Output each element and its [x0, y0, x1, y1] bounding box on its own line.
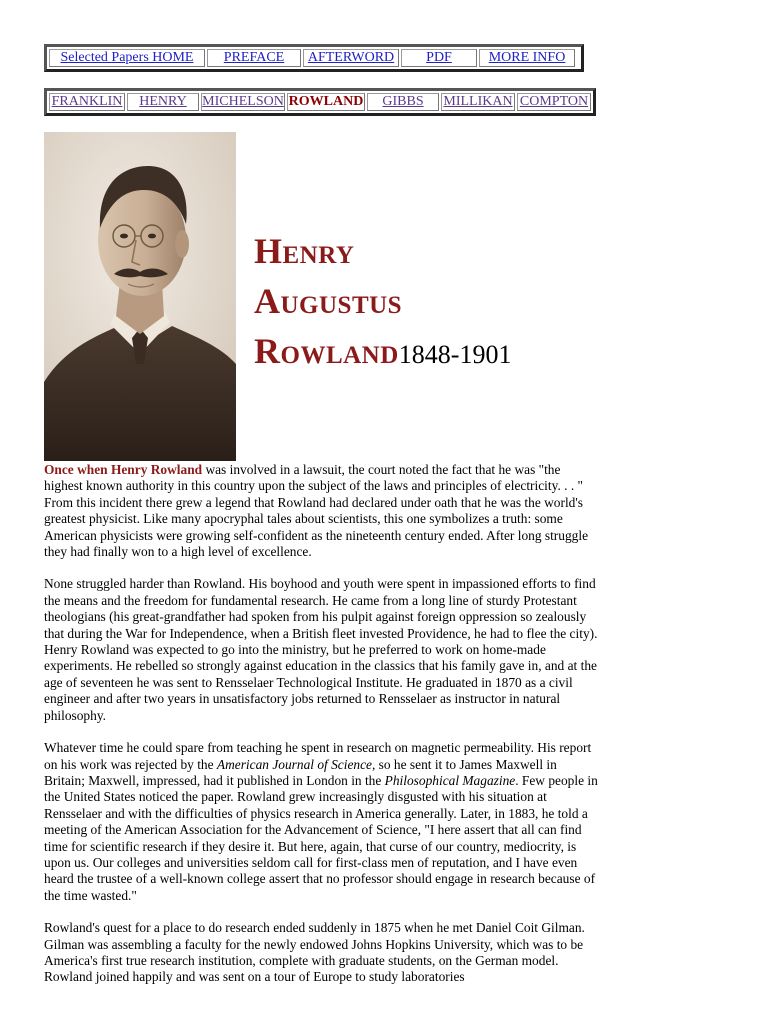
- journal-title-philmag: Philosophical Magazine: [384, 772, 516, 788]
- nav-current-rowland: ROWLAND: [288, 94, 364, 109]
- paragraph-4: Rowland's quest for a place to do research ended suddenly in 1875 when he met Daniel Coit Gilman. Gilman was assembling a faculty for the newly endowed Johns Hopkins University, which was to be America's first true research institution, complete with graduate students, on the German model. Rowland joined happily and was sent on a tour of Europe to study laboratories: [44, 920, 585, 985]
- lead-phrase: Once when Henry Rowland: [44, 462, 203, 477]
- main-navigation: [44, 44, 584, 72]
- nav-cell-michelson: [201, 93, 285, 111]
- nav-cell-compton: [517, 93, 591, 111]
- title-last-name-line: [254, 326, 654, 380]
- nav-cell-home: [49, 49, 205, 67]
- nav-cell-franklin: [49, 93, 125, 111]
- paragraph-1: [44, 462, 600, 560]
- page-title: [254, 226, 654, 380]
- nav-cell-preface: [207, 49, 301, 67]
- nav-cell-henry: [127, 93, 199, 111]
- title-middle-name: Augustus: [254, 281, 403, 321]
- nav-cell-gibbs: [367, 93, 439, 111]
- paragraph-3-text-a: Whatever time he could spare from teaching he spent in research on magnetic permeability. His report on his work was rejected by the: [44, 740, 592, 772]
- paragraph-1-text: was involved in a lawsuit, the court noted the fact that he was "the highest known authority in this country upon the subject of the laws and principles of electricity. . . " From this incident there grew a legend that Rowland had declared under oath that he was the world's greatest physicist. Like many apocryphal tales about scientists, this one symbolizes a truth: some American physicists were growing self-confident as the nineteenth century ended. After long struggle they had finally won to a high level of excellence.: [44, 462, 589, 560]
- paragraph-3-text-c: . Few people in the United States noticed the paper. Rowland grew increasingly disgusted with his situation at Rensselaer and with the difficulties of physics research in America generally. Later, in 1883, he told a meeting of the American Association for the Advancement of Science, "I here assert that all can find time for scientific research if they desire it. But here, again, that curse of our country, mediocrity, is upon us. Our colleges and universities seldom call for first-class men of reputation, and I have even heard the trustee of a well-known college assert that no professor should engage in research because of the time wasted.": [44, 772, 598, 903]
- nav-link-millikan[interactable]: MILLIKAN: [443, 94, 513, 109]
- title-first-name: Henry: [254, 231, 355, 271]
- portrait-illustration: [44, 132, 236, 461]
- nav-cell-rowland-current: [287, 93, 365, 111]
- nav-link-home[interactable]: Selected Papers HOME: [60, 50, 194, 65]
- nav-cell-more-info: [479, 49, 575, 67]
- paragraph-2: None struggled harder than Rowland. His boyhood and youth were spent in impassioned efforts to find the means and the freedom for fundamental research. He came from a long line of sturdy Protestant theologians (his great-grandfather had spoken from his pulpit against foreign oppression so zealously that during the War for Independence, when a British fleet invested Providence, he had to flee the city). Henry Rowland was expected to go into the ministry, but he preferred to work on home-made experiments. He rebelled so strongly against education in the classics that his family gave in, and at the age of seventeen he was sent to Rensselaer Technological Institute. He graduated in 1870 as a civil engineer and after two years in unsatisfactory jobs returned to Rensselaer as instructor in natural philosophy.: [44, 576, 598, 723]
- nav-cell-pdf: [401, 49, 477, 67]
- title-last-name: Rowland: [254, 331, 399, 371]
- journal-title-ajs: American Journal of Science: [216, 756, 372, 772]
- nav-link-preface[interactable]: PREFACE: [223, 50, 285, 65]
- nav-cell-afterword: [303, 49, 399, 67]
- nav-link-compton[interactable]: COMPTON: [519, 94, 589, 109]
- nav-link-afterword[interactable]: AFTERWORD: [307, 50, 395, 65]
- paragraph-3-text-b: , so he sent it to James Maxwell in Britain; Maxwell, impressed, had it published in London in the: [44, 756, 557, 788]
- nav-link-pdf[interactable]: PDF: [426, 50, 452, 65]
- article-body: [44, 462, 600, 1002]
- portrait-photo: [44, 132, 236, 461]
- lifespan-dates: 1848-1901: [398, 340, 512, 369]
- nav-link-franklin[interactable]: FRANKLIN: [51, 94, 123, 109]
- nav-link-gibbs[interactable]: GIBBS: [382, 94, 424, 109]
- nav-link-more-info[interactable]: MORE INFO: [488, 50, 566, 65]
- nav-cell-millikan: [441, 93, 515, 111]
- paragraph-3: [44, 740, 600, 904]
- nav-link-henry[interactable]: HENRY: [139, 94, 187, 109]
- physicist-navigation: [44, 88, 596, 116]
- nav-link-michelson[interactable]: MICHELSON: [202, 94, 284, 109]
